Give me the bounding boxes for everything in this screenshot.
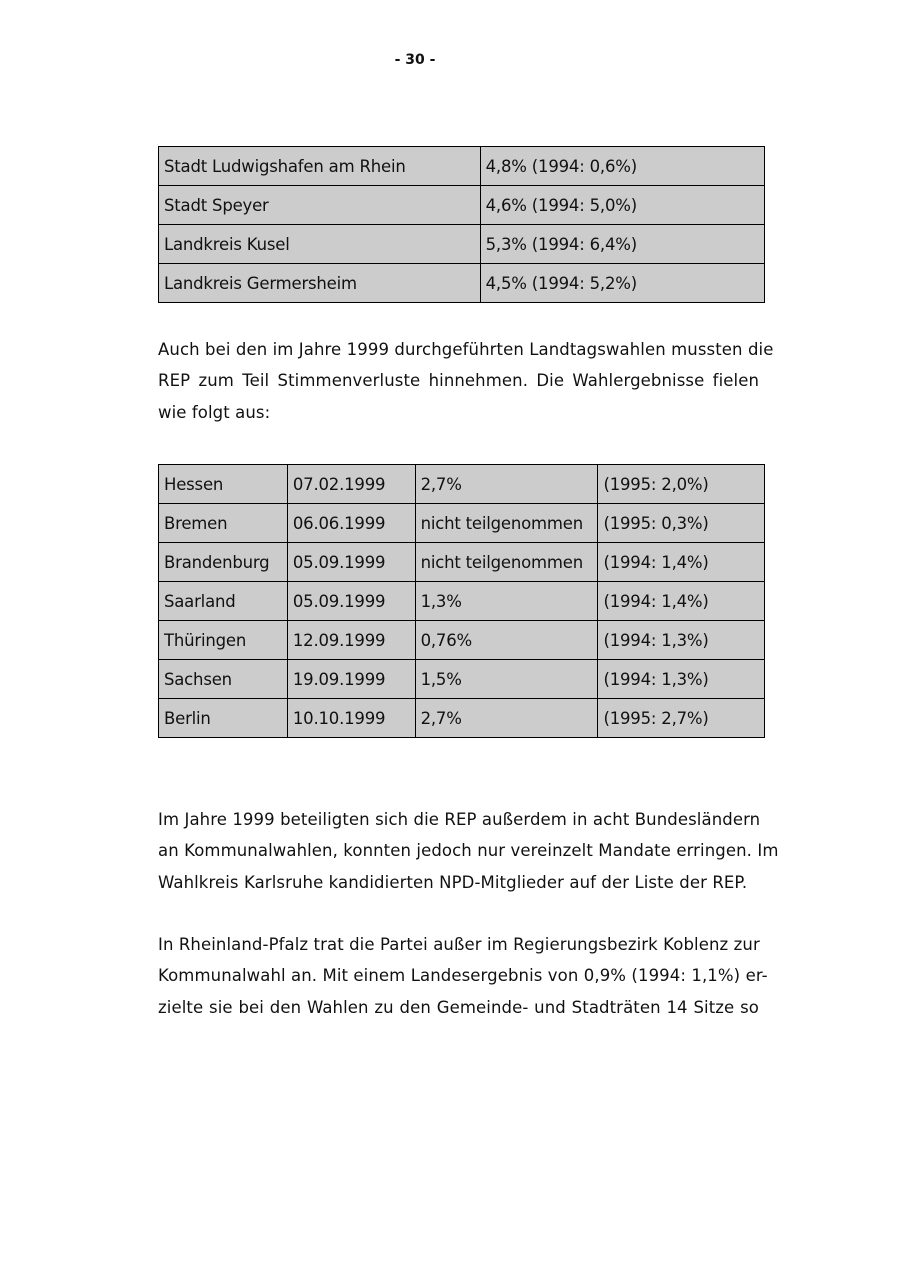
paragraph-municipal-elections <box>158 804 779 898</box>
district-name-cell: Stadt Ludwigshafen am Rhein <box>159 147 481 186</box>
table-row <box>159 225 765 264</box>
page-number: - 30 - <box>394 52 436 68</box>
table-row <box>159 621 765 660</box>
state-cell: Saarland <box>159 582 288 621</box>
result-cell: nicht teilgenommen <box>415 543 598 582</box>
text-line: Auch bei den im Jahre 1999 durchgeführten Landtagswahlen mussten die <box>158 340 774 359</box>
date-cell: 19.09.1999 <box>287 660 415 699</box>
table-row <box>159 465 765 504</box>
text-line: Im Jahre 1999 beteiligten sich die REP außerdem in acht Bundesländern <box>158 810 761 829</box>
result-cell: 1,5% <box>415 660 598 699</box>
text-line: REP zum Teil Stimmenverluste hinnehmen. Die Wahlergebnisse fielen <box>158 371 759 391</box>
state-cell: Sachsen <box>159 660 288 699</box>
result-cell: 0,76% <box>415 621 598 660</box>
district-name-cell: Landkreis Germersheim <box>159 264 481 303</box>
state-cell: Thüringen <box>159 621 288 660</box>
text-line: zielte sie bei den Wahlen zu den Gemeinde- und Stadträten 14 Sitze so <box>158 997 759 1017</box>
previous-result-cell: (1995: 2,7%) <box>598 699 765 738</box>
district-name-cell: Landkreis Kusel <box>159 225 481 264</box>
date-cell: 06.06.1999 <box>287 504 415 543</box>
table-row <box>159 582 765 621</box>
state-cell: Bremen <box>159 504 288 543</box>
text-line: wie folgt aus: <box>158 402 271 422</box>
previous-result-cell: (1994: 1,3%) <box>598 660 765 699</box>
paragraph-state-elections-intro <box>158 334 774 428</box>
table-row <box>159 504 765 543</box>
date-cell: 05.09.1999 <box>287 582 415 621</box>
previous-result-cell: (1994: 1,4%) <box>598 543 765 582</box>
previous-result-cell: (1995: 2,0%) <box>598 465 765 504</box>
date-cell: 10.10.1999 <box>287 699 415 738</box>
date-cell: 07.02.1999 <box>287 465 415 504</box>
district-result-cell: 4,5% (1994: 5,2%) <box>480 264 764 303</box>
district-result-cell: 5,3% (1994: 6,4%) <box>480 225 764 264</box>
table-row <box>159 264 765 303</box>
previous-result-cell: (1995: 0,3%) <box>598 504 765 543</box>
table-row <box>159 186 765 225</box>
table-row <box>159 543 765 582</box>
result-cell: nicht teilgenommen <box>415 504 598 543</box>
state-cell: Brandenburg <box>159 543 288 582</box>
result-cell: 2,7% <box>415 699 598 738</box>
result-cell: 1,3% <box>415 582 598 621</box>
text-line: Kommunalwahl an. Mit einem Landesergebnis von 0,9% (1994: 1,1%) er- <box>158 966 768 986</box>
district-results-table <box>158 146 765 303</box>
previous-result-cell: (1994: 1,3%) <box>598 621 765 660</box>
text-line: In Rheinland-Pfalz trat die Partei außer im Regierungsbezirk Koblenz zur <box>158 935 760 954</box>
state-cell: Berlin <box>159 699 288 738</box>
table-row <box>159 147 765 186</box>
state-cell: Hessen <box>159 465 288 504</box>
state-elections-table <box>158 464 765 738</box>
previous-result-cell: (1994: 1,4%) <box>598 582 765 621</box>
paragraph-rheinland-pfalz <box>158 929 768 1023</box>
table-row <box>159 699 765 738</box>
district-result-cell: 4,6% (1994: 5,0%) <box>480 186 764 225</box>
result-cell: 2,7% <box>415 465 598 504</box>
district-result-cell: 4,8% (1994: 0,6%) <box>480 147 764 186</box>
text-line: an Kommunalwahlen, konnten jedoch nur vereinzelt Mandate erringen. Im <box>158 841 779 861</box>
district-name-cell: Stadt Speyer <box>159 186 481 225</box>
date-cell: 12.09.1999 <box>287 621 415 660</box>
date-cell: 05.09.1999 <box>287 543 415 582</box>
table-row <box>159 660 765 699</box>
text-line: Wahlkreis Karlsruhe kandidierten NPD-Mitglieder auf der Liste der REP. <box>158 872 748 892</box>
